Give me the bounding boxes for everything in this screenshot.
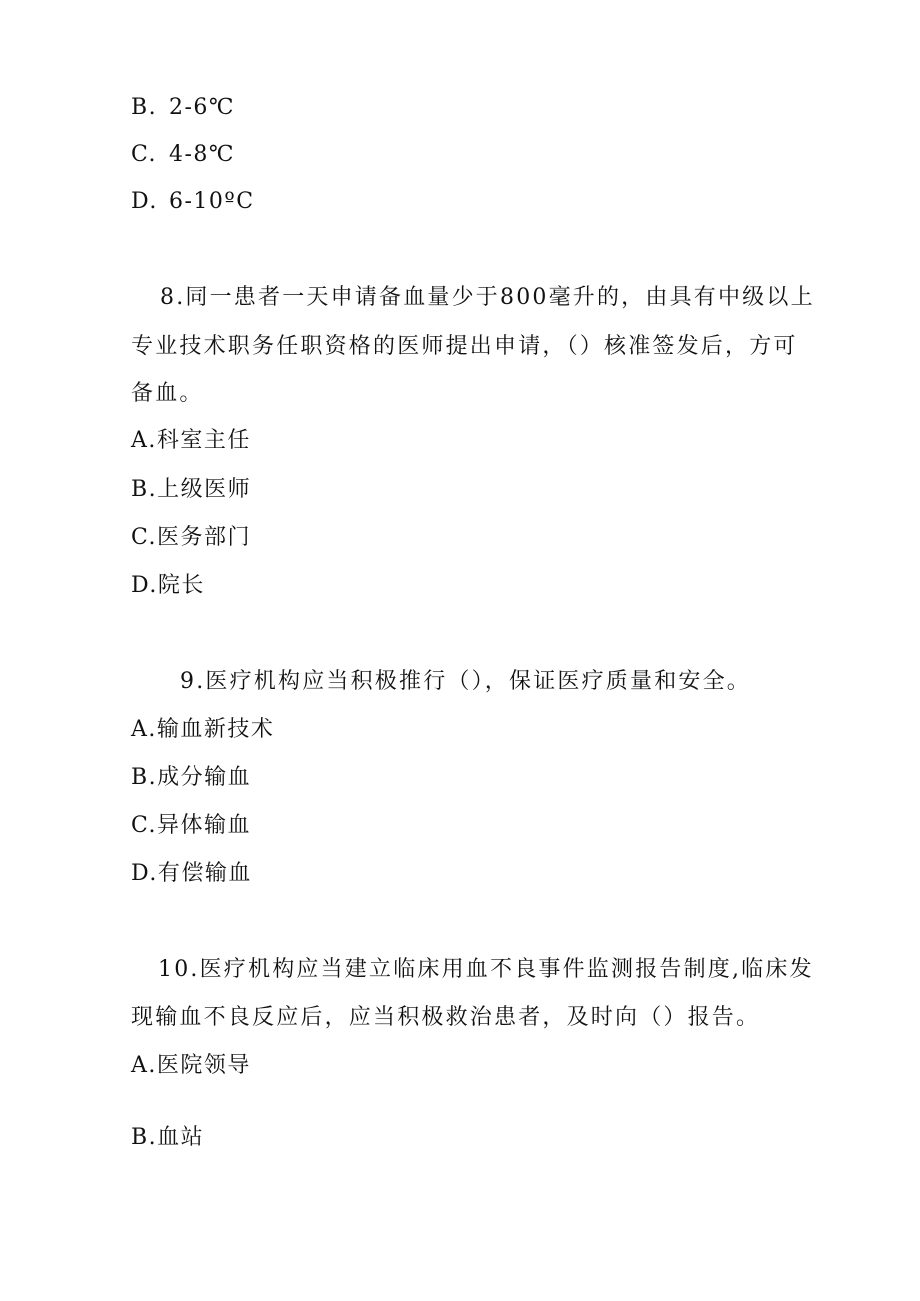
q7-option-b <box>131 94 235 122</box>
q8-option-c: C.医务部门 <box>131 525 252 550</box>
q8-text-line-3: 备血。 <box>131 381 204 406</box>
option-text: 4-8℃ <box>169 142 236 167</box>
q8-text-line-2: 专业技术职务任职资格的医师提出申请，（）核准签发后，方可 <box>131 334 798 359</box>
q10-option-a: A.医院领导 <box>131 1053 251 1078</box>
option-text: 2-6℃ <box>169 95 236 120</box>
q10-text-line-1: 10.医疗机构应当建立临床用血不良事件监测报告制度,临床发 <box>158 957 814 982</box>
q8-text-line-1: 8.同一患者一天申请备血量少于800毫升的，由具有中级以上 <box>160 285 815 310</box>
q7-option-d <box>131 188 255 216</box>
q9-option-a: A.输血新技术 <box>131 717 275 742</box>
q8-option-d: D.院长 <box>131 573 205 598</box>
q8-option-a: A.科室主任 <box>131 428 251 453</box>
q9-option-b: B.成分输血 <box>131 765 252 790</box>
q9-option-c: C.异体输血 <box>131 813 252 838</box>
option-label: C. <box>131 142 158 167</box>
q10-option-b: B.血站 <box>131 1125 205 1150</box>
q7-option-c <box>131 141 235 169</box>
option-text: 6-10ºC <box>169 189 255 214</box>
q8-option-b: B.上级医师 <box>131 477 252 502</box>
option-label: B. <box>131 95 158 120</box>
option-label: D. <box>131 189 158 214</box>
q10-text-line-2: 现输血不良反应后，应当积极救治患者，及时向（）报告。 <box>131 1005 761 1030</box>
q9-text-line-1: 9.医疗机构应当积极推行（），保证医疗质量和安全。 <box>180 669 751 694</box>
q9-option-d: D.有偿输血 <box>131 861 252 886</box>
